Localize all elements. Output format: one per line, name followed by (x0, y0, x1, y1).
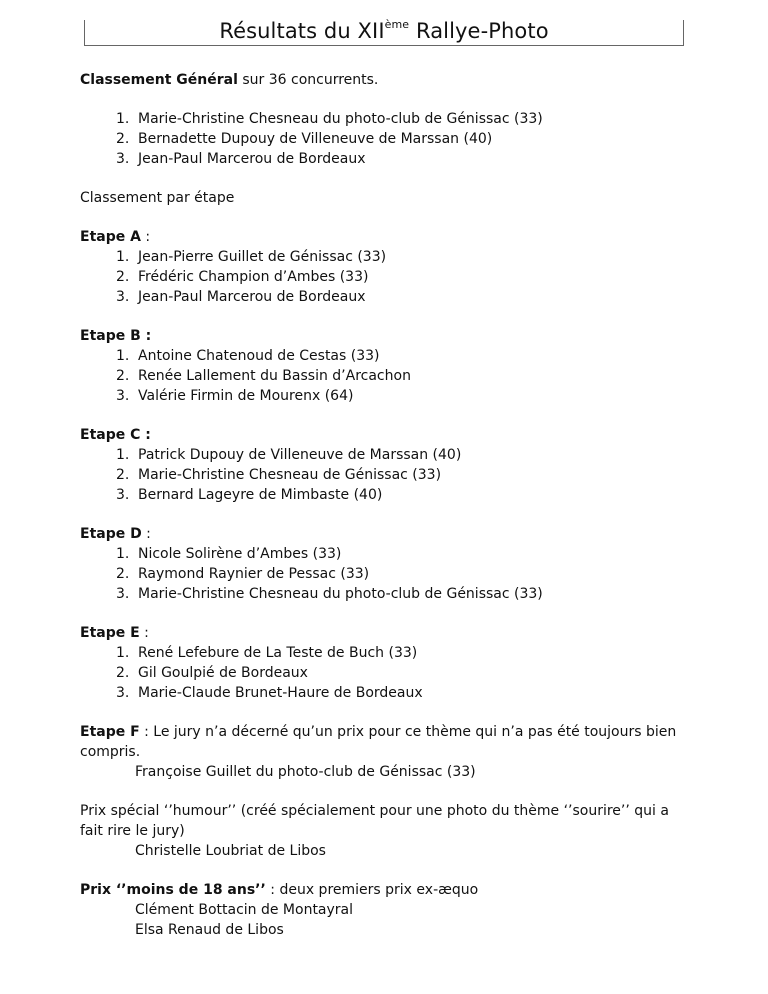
under18-winner: Elsa Renaud de Libos (135, 922, 284, 938)
stage-heading: Etape E : (80, 625, 149, 641)
list-item: 3. Valérie Firmin de Mourenx (64) (116, 388, 354, 404)
list-item: 3. Marie-Claude Brunet-Haure de Bordeaux (116, 685, 423, 701)
page-header (84, 20, 684, 46)
stage-f-text: Etape F : Le jury n’a décerné qu’un prix pour ce thème qui n’a pas été toujours bien compris. (80, 724, 677, 760)
page-title: Résultats du XIIème Rallye-Photo (219, 18, 549, 43)
list-item: 2. Raymond Raynier de Pessac (33) (116, 566, 370, 582)
list-item: 2. Gil Goulpié de Bordeaux (116, 665, 308, 681)
list-item: 3. Marie-Christine Chesneau du photo-club de Génissac (33) (116, 586, 543, 602)
list-item: 1. René Lefebure de La Teste de Buch (33) (116, 645, 418, 661)
list-item: 3. Jean-Paul Marcerou de Bordeaux (116, 151, 366, 167)
under18-winner: Clément Bottacin de Montayral (135, 902, 354, 918)
list-item: 1. Patrick Dupouy de Villeneuve de Marssan (40) (116, 447, 462, 463)
stage-f (80, 722, 700, 782)
list-item: 3. Bernard Lageyre de Mimbaste (40) (116, 487, 383, 503)
stage-heading: Etape A : (80, 229, 151, 245)
list-item: 1. Marie-Christine Chesneau du photo-club de Génissac (33) (116, 111, 543, 127)
stage-heading: Etape B : (80, 328, 152, 344)
by-stage-heading: Classement par étape (80, 190, 235, 206)
list-item: 3. Jean-Paul Marcerou de Bordeaux (116, 289, 366, 305)
list-item: 2. Bernadette Dupouy de Villeneuve de Marssan (40) (116, 131, 493, 147)
under18-heading: Prix ‘’moins de 18 ans’’ : deux premiers prix ex-æquo (80, 882, 479, 898)
list-item: 1. Nicole Solirène d’Ambes (33) (116, 546, 342, 562)
general-heading: Classement Général sur 36 concurrents. (80, 72, 379, 88)
stage-heading: Etape C : (80, 427, 151, 443)
stage-e (80, 623, 700, 703)
under18-prize (80, 880, 700, 940)
list-item: 1. Jean-Pierre Guillet de Génissac (33) (116, 249, 387, 265)
stage-b (80, 326, 700, 406)
list-item: 2. Frédéric Champion d’Ambes (33) (116, 269, 369, 285)
list-item: 2. Renée Lallement du Bassin d’Arcachon (116, 368, 411, 384)
stage-d (80, 524, 700, 604)
humour-winner: Christelle Loubriat de Libos (135, 843, 326, 859)
list-item: 2. Marie-Christine Chesneau de Génissac (33) (116, 467, 442, 483)
stage-a (80, 227, 700, 307)
humour-prize (80, 801, 700, 861)
general-ranking (80, 109, 700, 169)
stage-f-winner: Françoise Guillet du photo-club de Génissac (33) (135, 764, 476, 780)
list-item: 1. Antoine Chatenoud de Cestas (33) (116, 348, 380, 364)
document-body (80, 70, 700, 940)
stage-c (80, 425, 700, 505)
stage-heading: Etape D : (80, 526, 151, 542)
humour-text: Prix spécial ‘’humour’’ (créé spécialement pour une photo du thème ‘’sourire’’ qui a fait rire le jury) (80, 803, 669, 839)
